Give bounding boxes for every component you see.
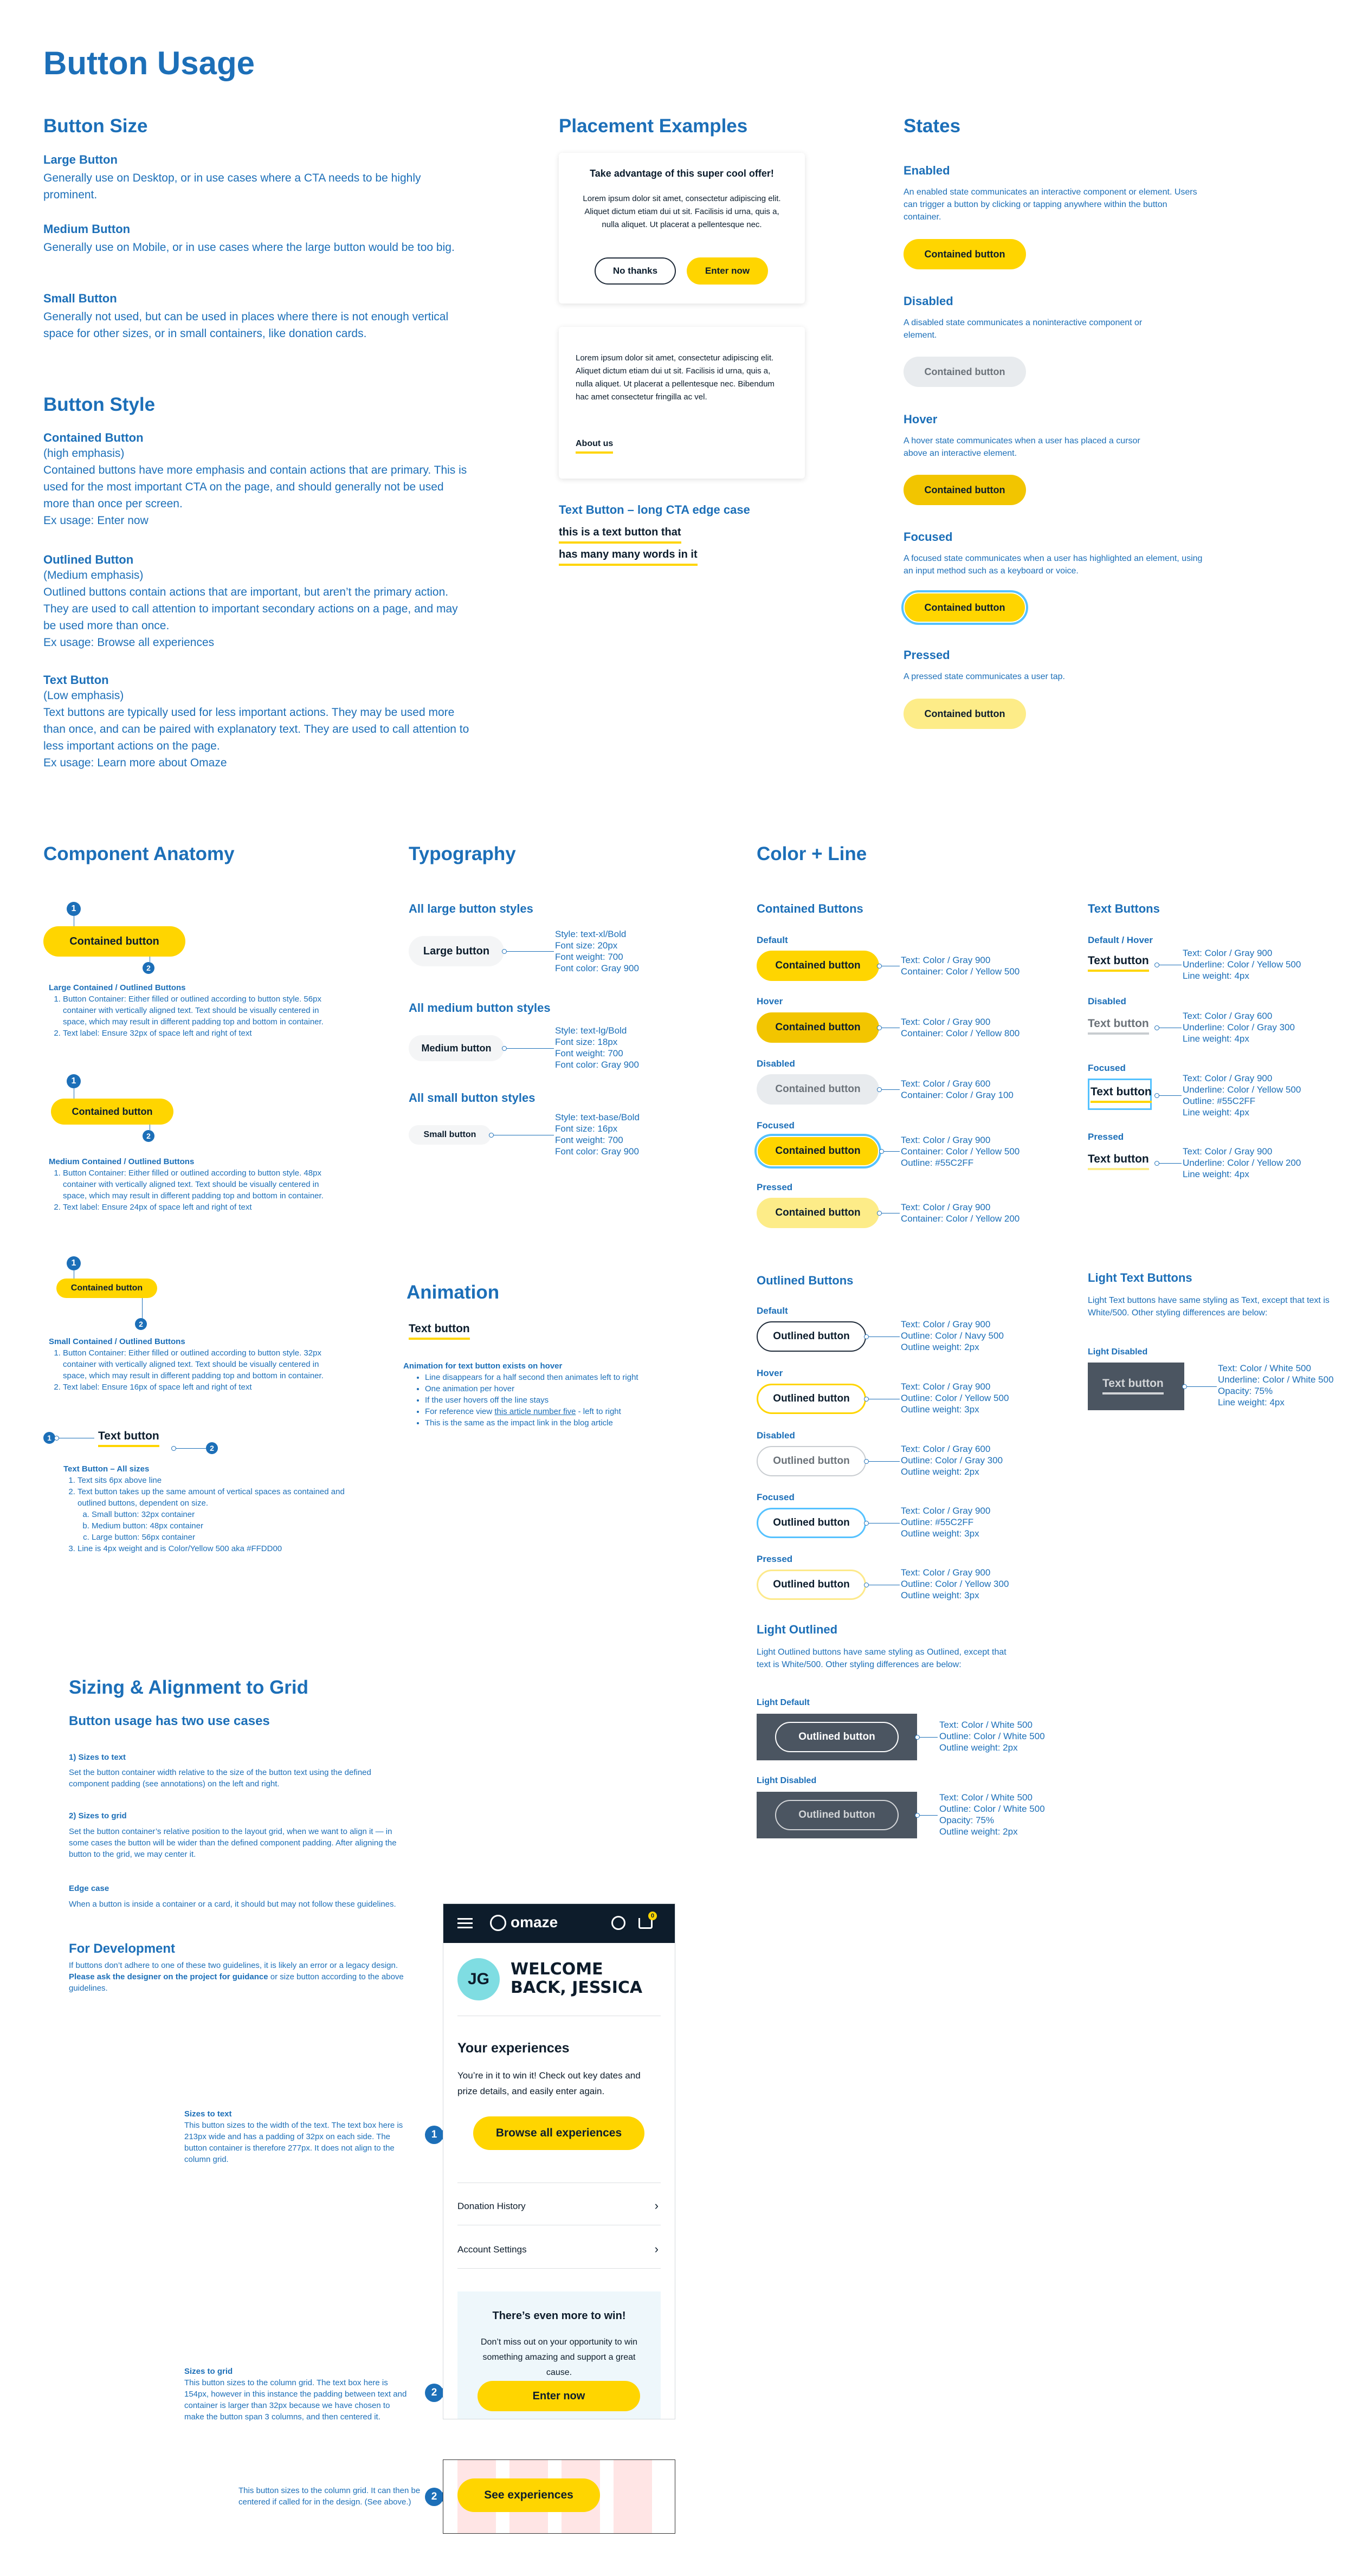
state-focused-button[interactable]: Contained button — [904, 592, 1026, 623]
annotation-line — [1157, 1163, 1182, 1164]
state-hover-button[interactable]: Contained button — [904, 475, 1026, 505]
animation-notes — [403, 1360, 707, 1429]
light-text-description: Light Text buttons have same styling as Text, except that text is White/500. Other styling differences are below: — [1088, 1296, 1330, 1318]
light-default-label: Light Default — [757, 1698, 810, 1707]
light-default-swatch — [757, 1714, 917, 1760]
annotation-line — [917, 1737, 938, 1738]
annotation-marker-1: 1 — [67, 1256, 81, 1270]
annotation-marker-2: 2 — [135, 1318, 147, 1330]
text-focused-button[interactable]: Text button — [1091, 1086, 1152, 1103]
long-text-button-line1[interactable]: this is a text button that — [559, 526, 681, 544]
omaze-logo-icon — [490, 1915, 506, 1931]
anatomy-small-note-2: 2. Text label: Ensure 16px of space left and right of text — [63, 1381, 331, 1393]
button-style-heading: Button Style — [43, 394, 156, 415]
contained-hover-button[interactable]: Contained button — [757, 1012, 879, 1043]
light-default-outlined-button[interactable]: Outlined button — [775, 1722, 899, 1752]
text-default-spec: Text: Color / Gray 900 Underline: Color / Yellow 500 Line weight: 4px — [1183, 948, 1301, 981]
contained-style-label: Contained Button — [43, 431, 144, 444]
chevron-right-icon: › — [654, 2242, 659, 2256]
annotation-line — [142, 1298, 143, 1319]
outlined-disabled-spec: Text: Color / Gray 600 Outline: Color / Gray 300 Outline weight: 2px — [901, 1444, 1003, 1477]
state-focused-text: A focused state communicates when a user has highlighted an element, using an input method such as a keyboard or voice. — [904, 554, 1203, 576]
light-outlined-heading: Light Outlined — [757, 1623, 838, 1636]
typography-medium-heading: All medium button styles — [409, 1001, 551, 1015]
note-grid-column: This button sizes to the column grid. It can then be centered if called for in the design. (See above.) — [238, 2486, 421, 2507]
promo-title: There’s even more to win! — [492, 2310, 626, 2322]
contained-default-label: Default — [757, 935, 788, 945]
text-default-button[interactable]: Text button — [1088, 954, 1149, 972]
experiences-title: Your experiences — [457, 2041, 570, 2056]
state-enabled-label: Enabled — [904, 164, 950, 177]
outlined-default-label: Default — [757, 1306, 788, 1316]
offer-card-body: Lorem ipsum dolor sit amet, consectetur adipiscing elit. Aliquet dictum etiam dui ut sit. Facilisis id urna, quis a, nulla aliquet. Ut placerat a pellentesque nec. — [583, 194, 781, 229]
article-link[interactable]: this article number five — [494, 1407, 576, 1416]
outlined-pressed-label: Pressed — [757, 1554, 793, 1564]
light-disabled2-spec: Text: Color / White 500 Outline: Color / White 500 Opacity: 75% Outline weight: 2px — [939, 1792, 1045, 1837]
page-title: Button Usage — [43, 45, 255, 81]
text-style-label: Text Button — [43, 673, 109, 687]
annotation-line — [917, 1815, 938, 1816]
note-sizes-to-grid: Sizes to grid This button sizes to the column grid. The text box here is 154px, however in this instance the padding between text and container is larger than 32px because we have chosen to make the button span 3 columns, and then centered it. — [184, 2367, 407, 2422]
contained-default-spec: Text: Color / Gray 900 Container: Color / Yellow 500 — [901, 955, 1020, 977]
offer-card — [559, 153, 805, 304]
contained-default-button[interactable]: Contained button — [757, 951, 879, 981]
donation-history-label: Donation History — [457, 2201, 526, 2211]
light-default-spec: Text: Color / White 500 Outline: Color / White 500 Outline weight: 2px — [939, 1720, 1045, 1753]
contained-pressed-spec: Text: Color / Gray 900 Container: Color / Yellow 200 — [901, 1202, 1020, 1224]
donation-history-row[interactable] — [457, 2188, 661, 2225]
annotation-marker-1: 1 — [67, 1074, 81, 1088]
text-disabled-spec: Text: Color / Gray 600 Underline: Color / Gray 300 Line weight: 4px — [1183, 1011, 1295, 1044]
anatomy-text-note-2b: b. Medium button: 48px container — [92, 1520, 345, 1532]
anatomy-large-button[interactable]: Contained button — [43, 926, 185, 957]
typography-small-heading: All small button styles — [409, 1091, 535, 1105]
annotation-marker-2: 2 — [143, 962, 154, 974]
typography-small-sample[interactable]: Small button — [409, 1125, 491, 1145]
light-text-heading: Light Text Buttons — [1088, 1271, 1192, 1284]
chevron-right-icon: › — [654, 2199, 659, 2212]
for-development-text: If buttons don’t adhere to one of these two guidelines, it is likely an error or a legacy design. Please ask the designer on the project for guidance or size button according to the above guidelines. — [69, 1961, 404, 1993]
text-focused-spec: Text: Color / Gray 900 Underline: Color / Yellow 500 Outline: #55C2FF Line weight: 4px — [1183, 1073, 1301, 1118]
contained-pressed-button[interactable]: Contained button — [757, 1198, 879, 1228]
medium-button-text: Generally use on Mobile, or in use cases where the large button would be too big. — [43, 241, 455, 254]
outlined-hover-spec: Text: Color / Gray 900 Outline: Color / Yellow 500 Outline weight: 3px — [901, 1381, 1009, 1415]
annotation-line — [1157, 1095, 1182, 1096]
mobile-mockup — [443, 1903, 675, 2419]
anatomy-text-note-2a: a. Small button: 32px container — [92, 1509, 345, 1520]
typography-large-sample[interactable]: Large button — [409, 936, 504, 966]
note-sizes-to-text: Sizes to text This button sizes to the width of the text. The text box here is 213px wide and has a padding of 32px on each side. The button container is therefore 277px. It does not align to the column grid. — [184, 2109, 403, 2164]
anatomy-text-button[interactable]: Text button — [98, 1430, 159, 1447]
state-disabled-text: A disabled state communicates a noninteractive component or element. — [904, 318, 1143, 340]
state-pressed-label: Pressed — [904, 648, 950, 662]
outlined-description: Outlined buttons contain actions that are important, but aren’t the primary action. They are used to call attention to important secondary actions on a page, and may be used more than once. — [43, 586, 458, 632]
large-button-text: Generally use on Desktop, or in use cases where a CTA needs to be highly prominent. — [43, 172, 421, 201]
see-experiences-button[interactable]: See experiences — [457, 2478, 600, 2512]
marker-sizes-to-text: 1 — [425, 2126, 443, 2144]
animation-note-2: • One animation per hover — [425, 1383, 707, 1394]
anatomy-medium-title: Medium Contained / Outlined Buttons — [49, 1157, 195, 1166]
outlined-emphasis: (Medium emphasis) — [43, 569, 144, 582]
light-outlined-description: Light Outlined buttons have same styling as Outlined, except that text is White/500. Other styling differences are below: — [757, 1648, 1006, 1669]
contained-hover-label: Hover — [757, 996, 783, 1006]
anatomy-large-note-2: 2. Text label: Ensure 32px of space left and right of text — [63, 1028, 331, 1039]
anatomy-large-title: Large Contained / Outlined Buttons — [49, 983, 186, 992]
anatomy-text-note-1: 1. Text sits 6px above line — [78, 1475, 345, 1486]
text-focused-label: Focused — [1088, 1063, 1126, 1073]
account-settings-label: Account Settings — [457, 2244, 527, 2255]
sizing-heading: Sizing & Alignment to Grid — [69, 1677, 309, 1698]
marker-grid-column: 2 — [425, 2488, 443, 2506]
anatomy-small-note-1: 1. Button Container: Either filled or outlined according to button style. 32px container with vertically aligned text. Text should be visually centered in space, which may result in different padding top and bottom in container. — [63, 1347, 331, 1381]
sizes-to-text-description: Set the button container width relative to the size of the button text using the defined component padding (see annotations) on the left and right. — [69, 1768, 371, 1789]
light-disabled2-label: Light Disabled — [757, 1776, 817, 1785]
animation-note-1: • Line disappears for a half second then animates left to right — [425, 1372, 707, 1383]
marker-sizes-to-grid: 2 — [425, 2384, 443, 2402]
outlined-style-label: Outlined Button — [43, 553, 134, 566]
outlined-default-spec: Text: Color / Gray 900 Outline: Color / Navy 500 Outline weight: 2px — [901, 1319, 1004, 1352]
anatomy-large-notes — [49, 982, 331, 1039]
small-button-label: Small Button — [43, 292, 117, 305]
animation-note-5: • This is the same as the impact link in the blog article — [425, 1417, 707, 1429]
outlined-style-block — [43, 553, 472, 651]
text-pressed-button[interactable]: Text button — [1088, 1153, 1149, 1170]
omaze-logo-text: omaze — [511, 1914, 558, 1931]
typography-heading: Typography — [409, 843, 516, 864]
state-pressed-text: A pressed state communicates a user tap. — [904, 672, 1065, 681]
contained-buttons-heading: Contained Buttons — [757, 902, 863, 915]
edge-case-label: Edge case — [69, 1884, 109, 1893]
about-us-link[interactable]: About us — [576, 439, 613, 454]
outlined-focused-label: Focused — [757, 1492, 795, 1502]
sizes-to-grid-description: Set the button container’s relative position to the layout grid, when we want to align it — in some cases the button will be wider than the defined component padding. After aligning the button to the grid, we may center it. — [69, 1827, 397, 1859]
large-button-label: Large Button — [43, 153, 118, 166]
annotation-line — [504, 951, 554, 952]
text-buttons-heading: Text Buttons — [1088, 902, 1160, 915]
state-enabled-button[interactable]: Contained button — [904, 239, 1026, 269]
state-disabled-label: Disabled — [904, 294, 953, 308]
hamburger-icon[interactable] — [457, 1918, 473, 1920]
contained-disabled-label: Disabled — [757, 1058, 795, 1069]
anatomy-text-note-3: 3. Line is 4px weight and is Color/Yellow 500 aka #FFDD00 — [78, 1543, 345, 1554]
about-card-body: Lorem ipsum dolor sit amet, consectetur adipiscing elit. Aliquet dictum etiam dui ut sit. Facilisis id urna, quis a, nulla aliquet. Ut placerat a pellentesque nec. Bibendum hac amet consectetur fringilla ac vel. — [576, 353, 775, 402]
color-line-heading: Color + Line — [757, 843, 867, 864]
annotation-line — [1184, 1386, 1217, 1387]
text-example: Ex usage: Learn more about Omaze — [43, 757, 227, 769]
anatomy-medium-notes — [49, 1156, 331, 1213]
contained-disabled-spec: Text: Color / Gray 600 Container: Color / Gray 100 — [901, 1079, 1014, 1100]
animation-heading: Animation — [406, 1282, 500, 1303]
placement-heading: Placement Examples — [559, 115, 748, 137]
contained-hover-spec: Text: Color / Gray 900 Container: Color / Yellow 800 — [901, 1017, 1020, 1038]
anatomy-small-title: Small Contained / Outlined Buttons — [49, 1337, 185, 1346]
anatomy-medium-button[interactable]: Contained button — [51, 1099, 173, 1125]
cart-badge: 0 — [648, 1912, 657, 1920]
light-disabled-text-button[interactable]: Text button — [1102, 1377, 1164, 1394]
experiences-text: You’re in it to win it! Check out key dates and prize details, and easily enter again. — [457, 2070, 641, 2096]
offer-card-title: Take advantage of this super cool offer! — [590, 168, 774, 179]
outlined-buttons-heading: Outlined Buttons — [757, 1274, 854, 1287]
light-disabled-label: Light Disabled — [1088, 1347, 1148, 1357]
typography-large-spec: Style: text-xl/Bold Font size: 20px Font weight: 700 Font color: Gray 900 — [555, 929, 639, 973]
outlined-pressed-spec: Text: Color / Gray 900 Outline: Color / Yellow 300 Outline weight: 3px — [901, 1567, 1009, 1600]
text-pressed-label: Pressed — [1088, 1132, 1124, 1142]
contained-disabled-button[interactable]: Contained button — [757, 1074, 879, 1105]
typography-small-spec: Style: text-base/Bold Font size: 16px Font weight: 700 Font color: Gray 900 — [555, 1112, 640, 1157]
for-development-heading: For Development — [69, 1941, 176, 1956]
annotation-line — [173, 1448, 206, 1449]
anatomy-text-notes — [63, 1463, 345, 1554]
text-default-label: Default / Hover — [1088, 935, 1153, 945]
button-size-heading: Button Size — [43, 115, 148, 137]
grid-example — [443, 2459, 675, 2534]
no-thanks-button[interactable]: No thanks — [595, 257, 676, 285]
anatomy-heading: Component Anatomy — [43, 843, 235, 864]
long-text-button-line2[interactable]: has many many words in it — [559, 548, 698, 566]
anatomy-medium-note-1: 1. Button Container: Either filled or outlined according to button style. 48px container with vertically aligned text. Text should be visually centered in space, which may result in different padding top and bottom in container. — [63, 1167, 331, 1202]
typography-large-heading: All large button styles — [409, 902, 533, 915]
medium-button-label: Medium Button — [43, 222, 131, 236]
account-icon[interactable] — [611, 1916, 625, 1930]
text-disabled-label: Disabled — [1088, 996, 1126, 1006]
contained-emphasis: (high emphasis) — [43, 447, 125, 460]
text-disabled-button[interactable]: Text button — [1088, 1017, 1149, 1035]
outlined-hover-label: Hover — [757, 1368, 783, 1378]
light-disabled2-swatch — [757, 1792, 917, 1838]
state-pressed-button[interactable]: Contained button — [904, 699, 1026, 729]
animation-subheading: Animation for text button exists on hover — [403, 1361, 563, 1371]
mobile-header — [443, 1904, 675, 1943]
browse-experiences-button[interactable]: Browse all experiences — [473, 2116, 644, 2150]
divider — [457, 2268, 661, 2269]
annotation-line — [504, 1048, 554, 1049]
outlined-focused-spec: Text: Color / Gray 900 Outline: #55C2FF Outline weight: 3px — [901, 1506, 991, 1539]
typography-medium-sample[interactable]: Medium button — [409, 1035, 504, 1061]
contained-focused-button[interactable]: Contained button — [757, 1136, 879, 1166]
promo-text: Don’t miss out on your opportunity to win something amazing and support a great cause. — [480, 2338, 638, 2377]
welcome-text: WELCOME BACK, JESSICA — [511, 1960, 643, 1997]
annotation-marker-1: 1 — [43, 1432, 55, 1444]
enter-now-button[interactable]: Enter now — [687, 257, 768, 285]
anatomy-small-button[interactable]: Contained button — [56, 1279, 157, 1298]
contained-example: Ex usage: Enter now — [43, 514, 149, 527]
state-hover-label: Hover — [904, 412, 938, 426]
animation-note-4: • For reference view this article number five - left to right — [425, 1406, 707, 1417]
small-button-text: Generally not used, but can be used in places where there is not enough vertical space for other sizes, or in small containers, like donation cards. — [43, 311, 449, 340]
outlined-hover-button[interactable]: Outlined button — [757, 1384, 866, 1414]
text-description: Text buttons are typically used for less important actions. They may be used more than once, and can be paired with explanatory text. They are used to call attention to less important actions on the page. — [43, 706, 469, 752]
anatomy-medium-note-2: 2. Text label: Ensure 24px of space left and right of text — [63, 1202, 331, 1213]
state-enabled-text: An enabled state communicates an interactive component or element. Users can trigger a button by clicking or tapping anywhere within the button container. — [904, 188, 1197, 222]
state-focused-label: Focused — [904, 530, 953, 544]
typography-medium-spec: Style: text-lg/Bold Font size: 18px Font weight: 700 Font color: Gray 900 — [555, 1025, 639, 1070]
anatomy-large-note-1: 1. Button Container: Either filled or outlined according to button style. 56px container with vertically aligned text. Text should be visually centered in space, which may result in different padding top and bottom in container. — [63, 993, 331, 1028]
annotation-marker-1: 1 — [67, 902, 81, 916]
light-disabled-swatch — [1088, 1363, 1184, 1410]
outlined-example: Ex usage: Browse all experiences — [43, 636, 215, 649]
edge-case-description: When a button is inside a container or a card, it should but may not follow these guidelines. — [69, 1900, 396, 1909]
contained-focused-label: Focused — [757, 1120, 795, 1131]
promo-enter-now-button[interactable]: Enter now — [478, 2381, 640, 2411]
animation-text-button[interactable]: Text button — [409, 1322, 470, 1340]
annotation-line — [879, 1089, 900, 1090]
annotation-line — [866, 1461, 900, 1462]
edge-case-heading: Text Button – long CTA edge case — [559, 503, 750, 517]
states-heading: States — [904, 115, 961, 137]
annotation-marker-2: 2 — [206, 1442, 218, 1454]
contained-style-block — [43, 431, 472, 529]
outlined-default-button[interactable]: Outlined button — [757, 1321, 866, 1352]
text-pressed-spec: Text: Color / Gray 900 Underline: Color / Yellow 200 Line weight: 4px — [1183, 1146, 1301, 1179]
light-disabled-spec: Text: Color / White 500 Underline: Color / White 500 Opacity: 75% Line weight: 4px — [1218, 1363, 1334, 1408]
outlined-disabled-label: Disabled — [757, 1430, 795, 1441]
account-settings-row[interactable] — [457, 2231, 661, 2268]
sizing-subheading: Button usage has two use cases — [69, 1714, 270, 1728]
avatar: JG — [457, 1958, 500, 2000]
anatomy-text-title: Text Button – All sizes — [63, 1464, 150, 1474]
contained-pressed-label: Pressed — [757, 1182, 793, 1192]
outlined-pressed-button[interactable]: Outlined button — [757, 1570, 866, 1600]
anatomy-small-notes — [49, 1336, 331, 1393]
sizes-to-text-label: 1) Sizes to text — [69, 1753, 126, 1762]
text-emphasis: (Low emphasis) — [43, 689, 124, 702]
state-hover-text: A hover state communicates when a user has placed a cursor above an interactive element. — [904, 436, 1140, 458]
about-card — [559, 327, 805, 479]
contained-focused-spec: Text: Color / Gray 900 Container: Color / Yellow 500 Outline: #55C2FF — [901, 1135, 1020, 1168]
outlined-disabled-button[interactable]: Outlined button — [757, 1446, 866, 1476]
animation-note-3: • If the user hovers off the line stays — [425, 1394, 707, 1406]
state-disabled-button[interactable]: Contained button — [904, 357, 1026, 387]
light-disabled-outlined-button[interactable]: Outlined button — [775, 1800, 899, 1830]
annotation-marker-2: 2 — [143, 1130, 154, 1142]
sizes-to-grid-label: 2) Sizes to grid — [69, 1811, 127, 1820]
text-style-block — [43, 673, 472, 771]
outlined-focused-button[interactable]: Outlined button — [757, 1508, 866, 1538]
anatomy-text-note-2c: c. Large button: 56px container — [92, 1532, 345, 1543]
contained-description: Contained buttons have more emphasis and contain actions that are primary. This is used for the most important CTA on the page, and should generally not be used more than once per screen. — [43, 464, 467, 510]
anatomy-text-note-2: 2. Text button takes up the same amount of vertical spaces as contained and outlined buttons, dependent on size. a. Small button: 32px container b. Medium button: 48px container c. Large button: 56px container — [78, 1486, 345, 1543]
annotation-line — [881, 1151, 900, 1152]
